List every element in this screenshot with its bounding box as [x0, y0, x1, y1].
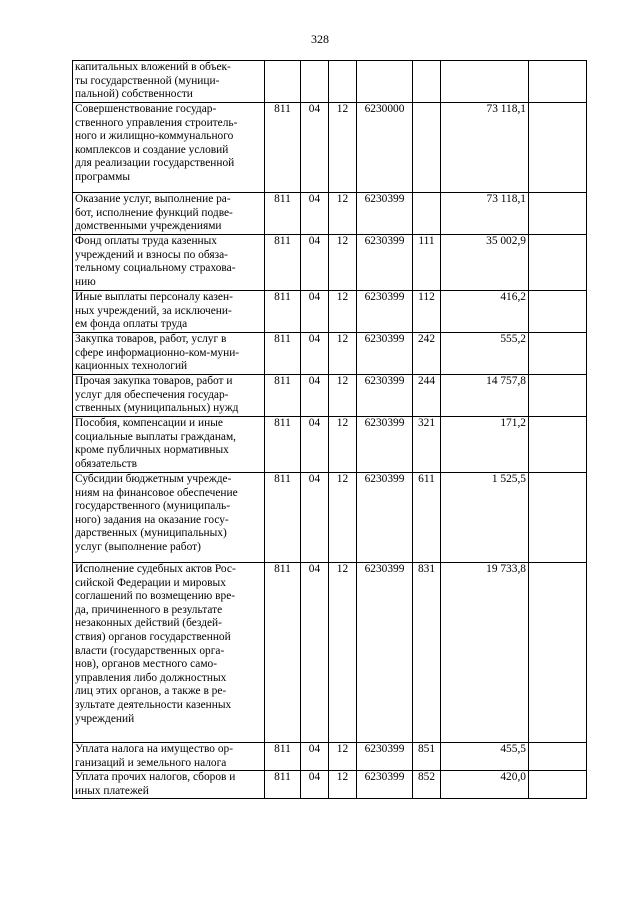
section-code-cell: 04 — [301, 103, 329, 193]
amount-cell: 1 525,5 — [441, 473, 529, 563]
empty-cell — [529, 291, 587, 333]
amount-cell — [441, 61, 529, 103]
subsection-code-cell: 12 — [329, 563, 357, 743]
row-name-cell: Уплата налога на имущество ор- ганизаций и земельного налога — [73, 743, 265, 771]
section-code-cell: 04 — [301, 193, 329, 235]
amount-cell: 19 733,8 — [441, 563, 529, 743]
budget-table — [72, 60, 587, 799]
table-row — [73, 291, 587, 333]
empty-cell — [529, 417, 587, 473]
subsection-code-cell: 12 — [329, 103, 357, 193]
subsection-code-cell: 12 — [329, 193, 357, 235]
row-name-cell: Фонд оплаты труда казенных учреждений и взносы по обяза- тельному социальному страхова- нию — [73, 235, 265, 291]
ved-code-cell: 811 — [265, 563, 301, 743]
ved-code-cell: 811 — [265, 193, 301, 235]
ved-code-cell — [265, 61, 301, 103]
table-row — [73, 417, 587, 473]
table-body — [73, 61, 587, 799]
expense-type-code-cell — [413, 61, 441, 103]
amount-cell: 73 118,1 — [441, 193, 529, 235]
row-name-cell: Закупка товаров, работ, услуг в сфере информационно-ком-муни- кационных технологий — [73, 333, 265, 375]
subsection-code-cell: 12 — [329, 291, 357, 333]
section-code-cell: 04 — [301, 473, 329, 563]
table-row — [73, 103, 587, 193]
section-code-cell: 04 — [301, 417, 329, 473]
row-name-cell: Уплата прочих налогов, сборов и иных платежей — [73, 771, 265, 799]
table-row — [73, 61, 587, 103]
subsection-code-cell — [329, 61, 357, 103]
expense-type-code-cell: 244 — [413, 375, 441, 417]
row-name-cell: капитальных вложений в объек- ты государственной (муници- пальной) собственности — [73, 61, 265, 103]
amount-cell: 555,2 — [441, 333, 529, 375]
target-article-code-cell: 6230399 — [357, 193, 413, 235]
amount-cell: 35 002,9 — [441, 235, 529, 291]
section-code-cell: 04 — [301, 235, 329, 291]
ved-code-cell: 811 — [265, 375, 301, 417]
section-code-cell: 04 — [301, 743, 329, 771]
empty-cell — [529, 333, 587, 375]
section-code-cell: 04 — [301, 375, 329, 417]
expense-type-code-cell: 851 — [413, 743, 441, 771]
target-article-code-cell: 6230399 — [357, 235, 413, 291]
table-row — [73, 473, 587, 563]
amount-cell: 420,0 — [441, 771, 529, 799]
expense-type-code-cell: 831 — [413, 563, 441, 743]
table-row — [73, 743, 587, 771]
row-name-cell: Исполнение судебных актов Рос- сийской Федерации и мировых соглашений по возмещению вре- да, причиненного в результате незаконных действий (бездей- ствия) органов государственной власти (государственных орга- нов), органов местного само- управления либо должностных лиц этих органов, а также в ре- зультате деятельности казенных учреждений — [73, 563, 265, 743]
target-article-code-cell: 6230399 — [357, 375, 413, 417]
expense-type-code-cell: 242 — [413, 333, 441, 375]
row-name-cell: Субсидии бюджетным учрежде- ниям на финансовое обеспечение государственного (муниципаль- ного) задания на оказание госу- дарственных (муниципальных) услуг (выполнение работ) — [73, 473, 265, 563]
target-article-code-cell: 6230399 — [357, 563, 413, 743]
section-code-cell: 04 — [301, 291, 329, 333]
expense-type-code-cell: 852 — [413, 771, 441, 799]
expense-type-code-cell: 321 — [413, 417, 441, 473]
row-name-cell: Совершенствование государ- ственного управления строитель- ного и жилищно-коммунального комплексов и создание условий для реализации государственной программы — [73, 103, 265, 193]
amount-cell: 455,5 — [441, 743, 529, 771]
ved-code-cell: 811 — [265, 743, 301, 771]
page-number: 328 — [311, 32, 329, 46]
target-article-code-cell — [357, 61, 413, 103]
expense-type-code-cell: 112 — [413, 291, 441, 333]
subsection-code-cell: 12 — [329, 743, 357, 771]
target-article-code-cell: 6230399 — [357, 417, 413, 473]
ved-code-cell: 811 — [265, 103, 301, 193]
row-name-cell: Прочая закупка товаров, работ и услуг для обеспечения государ- ственных (муниципальных) нужд — [73, 375, 265, 417]
ved-code-cell: 811 — [265, 417, 301, 473]
amount-cell: 14 757,8 — [441, 375, 529, 417]
table-row — [73, 235, 587, 291]
empty-cell — [529, 743, 587, 771]
section-code-cell: 04 — [301, 333, 329, 375]
subsection-code-cell: 12 — [329, 473, 357, 563]
section-code-cell: 04 — [301, 771, 329, 799]
ved-code-cell: 811 — [265, 473, 301, 563]
section-code-cell — [301, 61, 329, 103]
ved-code-cell: 811 — [265, 291, 301, 333]
table-row — [73, 333, 587, 375]
ved-code-cell: 811 — [265, 771, 301, 799]
amount-cell: 171,2 — [441, 417, 529, 473]
empty-cell — [529, 771, 587, 799]
section-code-cell: 04 — [301, 563, 329, 743]
amount-cell: 416,2 — [441, 291, 529, 333]
table-row — [73, 375, 587, 417]
target-article-code-cell: 6230399 — [357, 291, 413, 333]
subsection-code-cell: 12 — [329, 771, 357, 799]
ved-code-cell: 811 — [265, 333, 301, 375]
expense-type-code-cell: 111 — [413, 235, 441, 291]
subsection-code-cell: 12 — [329, 333, 357, 375]
expense-type-code-cell — [413, 193, 441, 235]
table-row — [73, 771, 587, 799]
subsection-code-cell: 12 — [329, 375, 357, 417]
empty-cell — [529, 103, 587, 193]
empty-cell — [529, 473, 587, 563]
empty-cell — [529, 193, 587, 235]
target-article-code-cell: 6230399 — [357, 473, 413, 563]
target-article-code-cell: 6230399 — [357, 333, 413, 375]
ved-code-cell: 811 — [265, 235, 301, 291]
empty-cell — [529, 375, 587, 417]
row-name-cell: Оказание услуг, выполнение ра- бот, исполнение функций подве- домственными учреждениями — [73, 193, 265, 235]
row-name-cell: Иные выплаты персоналу казен- ных учреждений, за исключени- ем фонда оплаты труда — [73, 291, 265, 333]
table-row — [73, 563, 587, 743]
empty-cell — [529, 61, 587, 103]
table-row — [73, 193, 587, 235]
subsection-code-cell: 12 — [329, 235, 357, 291]
expense-type-code-cell: 611 — [413, 473, 441, 563]
row-name-cell: Пособия, компенсации и иные социальные выплаты гражданам, кроме публичных нормативных обязательств — [73, 417, 265, 473]
expense-type-code-cell — [413, 103, 441, 193]
amount-cell: 73 118,1 — [441, 103, 529, 193]
target-article-code-cell: 6230000 — [357, 103, 413, 193]
target-article-code-cell: 6230399 — [357, 743, 413, 771]
target-article-code-cell: 6230399 — [357, 771, 413, 799]
subsection-code-cell: 12 — [329, 417, 357, 473]
empty-cell — [529, 563, 587, 743]
empty-cell — [529, 235, 587, 291]
